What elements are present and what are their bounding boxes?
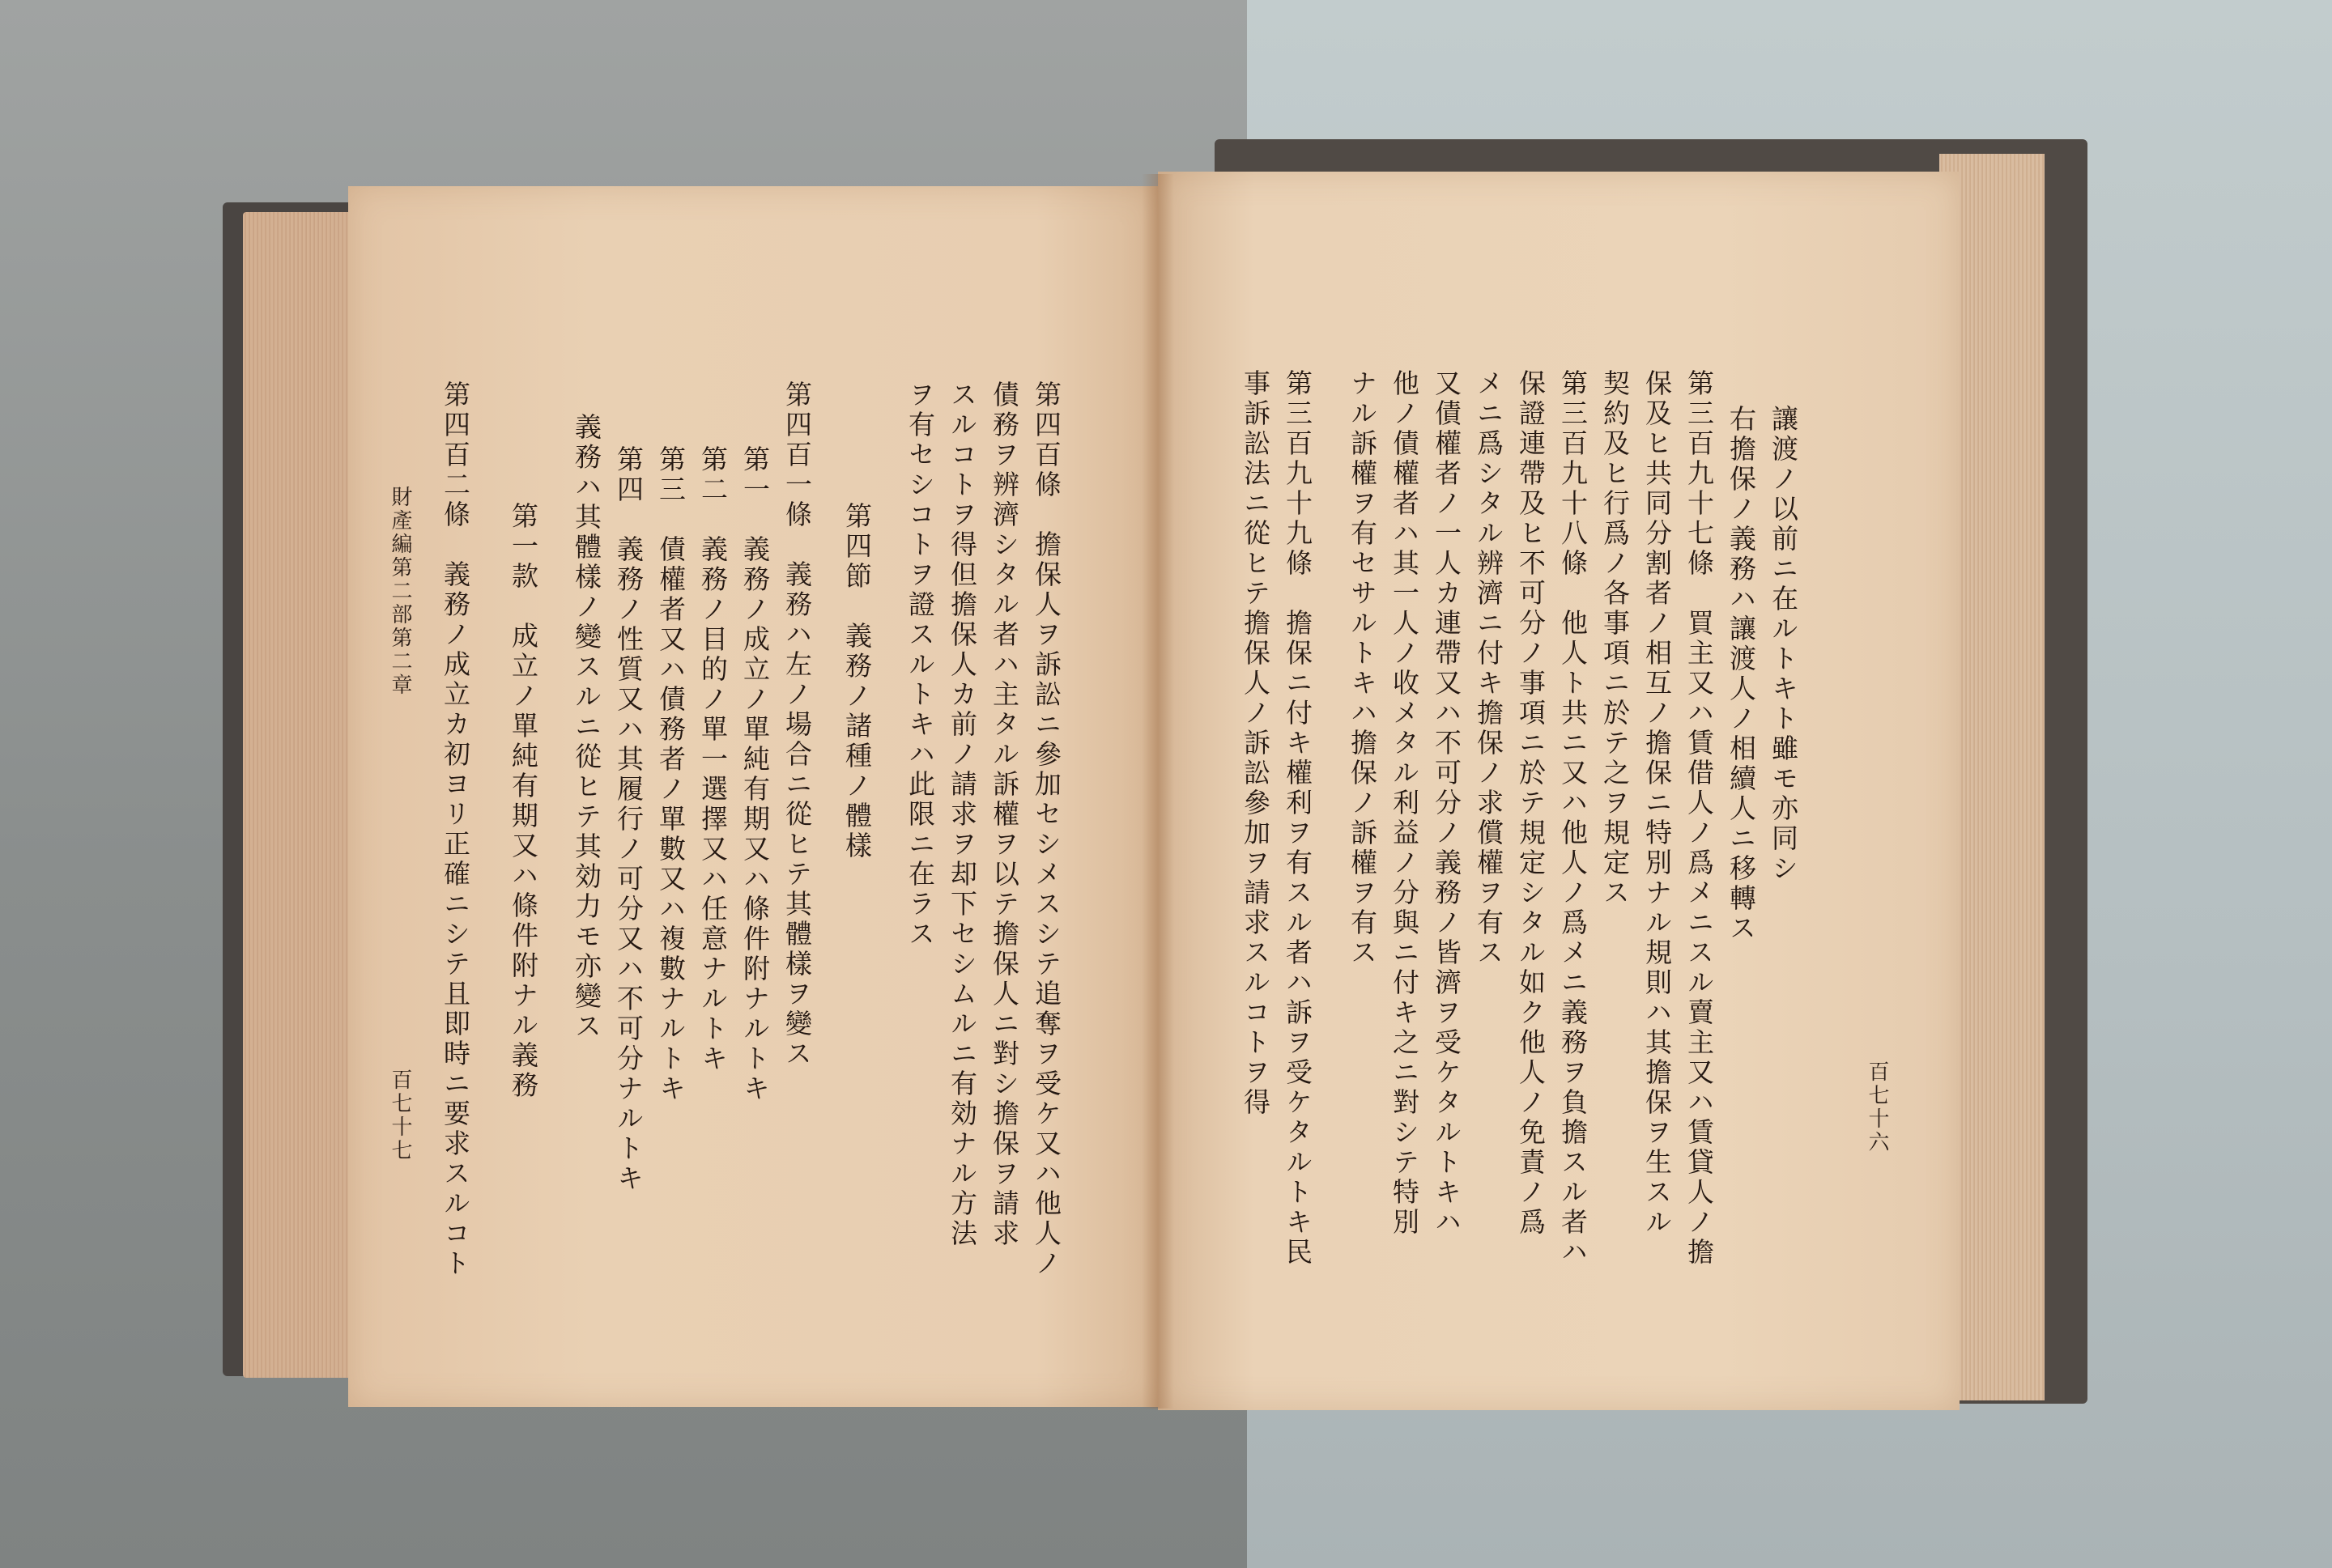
text-column: 他ノ債權者ハ其一人ノ收メタル利益ノ分與ニ付キ之ニ對シテ特別 xyxy=(1389,369,1420,1238)
text-column: 第三 債權者又ハ債務者ノ單數又ハ複數ナルトキ xyxy=(655,445,687,1104)
text-column: 第四百一條 義務ハ左ノ場合ニ從ヒテ其體樣ヲ變ス xyxy=(781,380,813,1069)
text-column: 右擔保ノ義務ハ讓渡人ノ相續人ニ移轉ス xyxy=(1726,405,1757,944)
text-column: 第四 義務ノ性質又ハ其履行ノ可分又ハ不可分ナルトキ xyxy=(613,445,645,1194)
text-column: メニ爲シタル辨濟ニ付キ擔保ノ求償權ヲ有ス xyxy=(1473,369,1504,968)
text-column: 又債權者ノ一人カ連帶又ハ不可分ノ義務ノ皆濟ヲ受ケタルトキハ xyxy=(1431,369,1462,1238)
section-heading: 第一款 成立ノ單純有期又ハ條件附ナル義務 xyxy=(508,502,539,1101)
text-column: 保及ヒ共同分割者ノ相互ノ擔保ニ特別ナル規則ハ其擔保ヲ生スル xyxy=(1641,369,1673,1238)
text-column: 保證連帶及ヒ不可分ノ事項ニ於テ規定シタル如ク他人ノ免責ノ爲 xyxy=(1515,369,1547,1238)
text-column: 第一 義務ノ成立ノ單純有期又ハ條件附ナルトキ xyxy=(739,445,771,1104)
text-column: 第四百條 擔保人ヲ訴訟ニ參加セシメスシテ追奪ヲ受ケ又ハ他人ノ xyxy=(1031,380,1062,1279)
text-column: 契約及ヒ行爲ノ各事項ニ於テ之ヲ規定ス xyxy=(1599,369,1631,908)
text-column: 第三百九十九條 擔保ニ付キ權利ヲ有スル者ハ訴ヲ受ケタルトキ民 xyxy=(1282,369,1313,1268)
section-heading: 第四節 義務ノ諸種ノ體樣 xyxy=(841,502,873,861)
text-column: 第二 義務ノ目的ノ單一選擇又ハ任意ナルトキ xyxy=(697,445,729,1074)
page-number: 百七十七 xyxy=(388,1069,412,1162)
text-column: 債務ヲ辨濟シタル者ハ主タル訴權ヲ以テ擔保人ニ對シ擔保ヲ請求 xyxy=(989,380,1020,1249)
text-column: ヲ有セシコトヲ證スルトキハ此限ニ在ラス xyxy=(904,380,936,950)
book-gutter xyxy=(1142,174,1174,1409)
text-column: 第三百九十八條 他人ト共ニ又ハ他人ノ爲メニ義務ヲ負擔スル者ハ xyxy=(1557,369,1589,1268)
page-number: 百七十六 xyxy=(1865,1060,1889,1154)
text-column: 讓渡ノ以前ニ在ルトキト雖モ亦同シ xyxy=(1768,405,1799,884)
text-column: 第四百二條 義務ノ成立カ初ヨリ正確ニシテ且即時ニ要求スルコト xyxy=(440,380,471,1279)
text-column: 事訴訟法ニ從ヒテ擔保人ノ訴訟參加ヲ請求スルコトヲ得 xyxy=(1240,369,1271,1118)
text-column: スルコトヲ得但擔保人カ前ノ請求ヲ却下セシムルニ有効ナル方法 xyxy=(947,380,978,1249)
text-column: ナル訴權ヲ有セサルトキハ擔保ノ訴權ヲ有ス xyxy=(1347,369,1378,968)
text-column: 第三百九十七條 買主又ハ賃借人ノ爲メニスル賣主又ハ賃貸人ノ擔 xyxy=(1683,369,1715,1268)
text-column: 義務ハ其體樣ノ變スルニ從ヒテ其効力モ亦變ス xyxy=(571,413,602,1042)
running-footer: 財產編第二部第二章 xyxy=(388,486,412,697)
page-edges-left xyxy=(243,212,363,1378)
